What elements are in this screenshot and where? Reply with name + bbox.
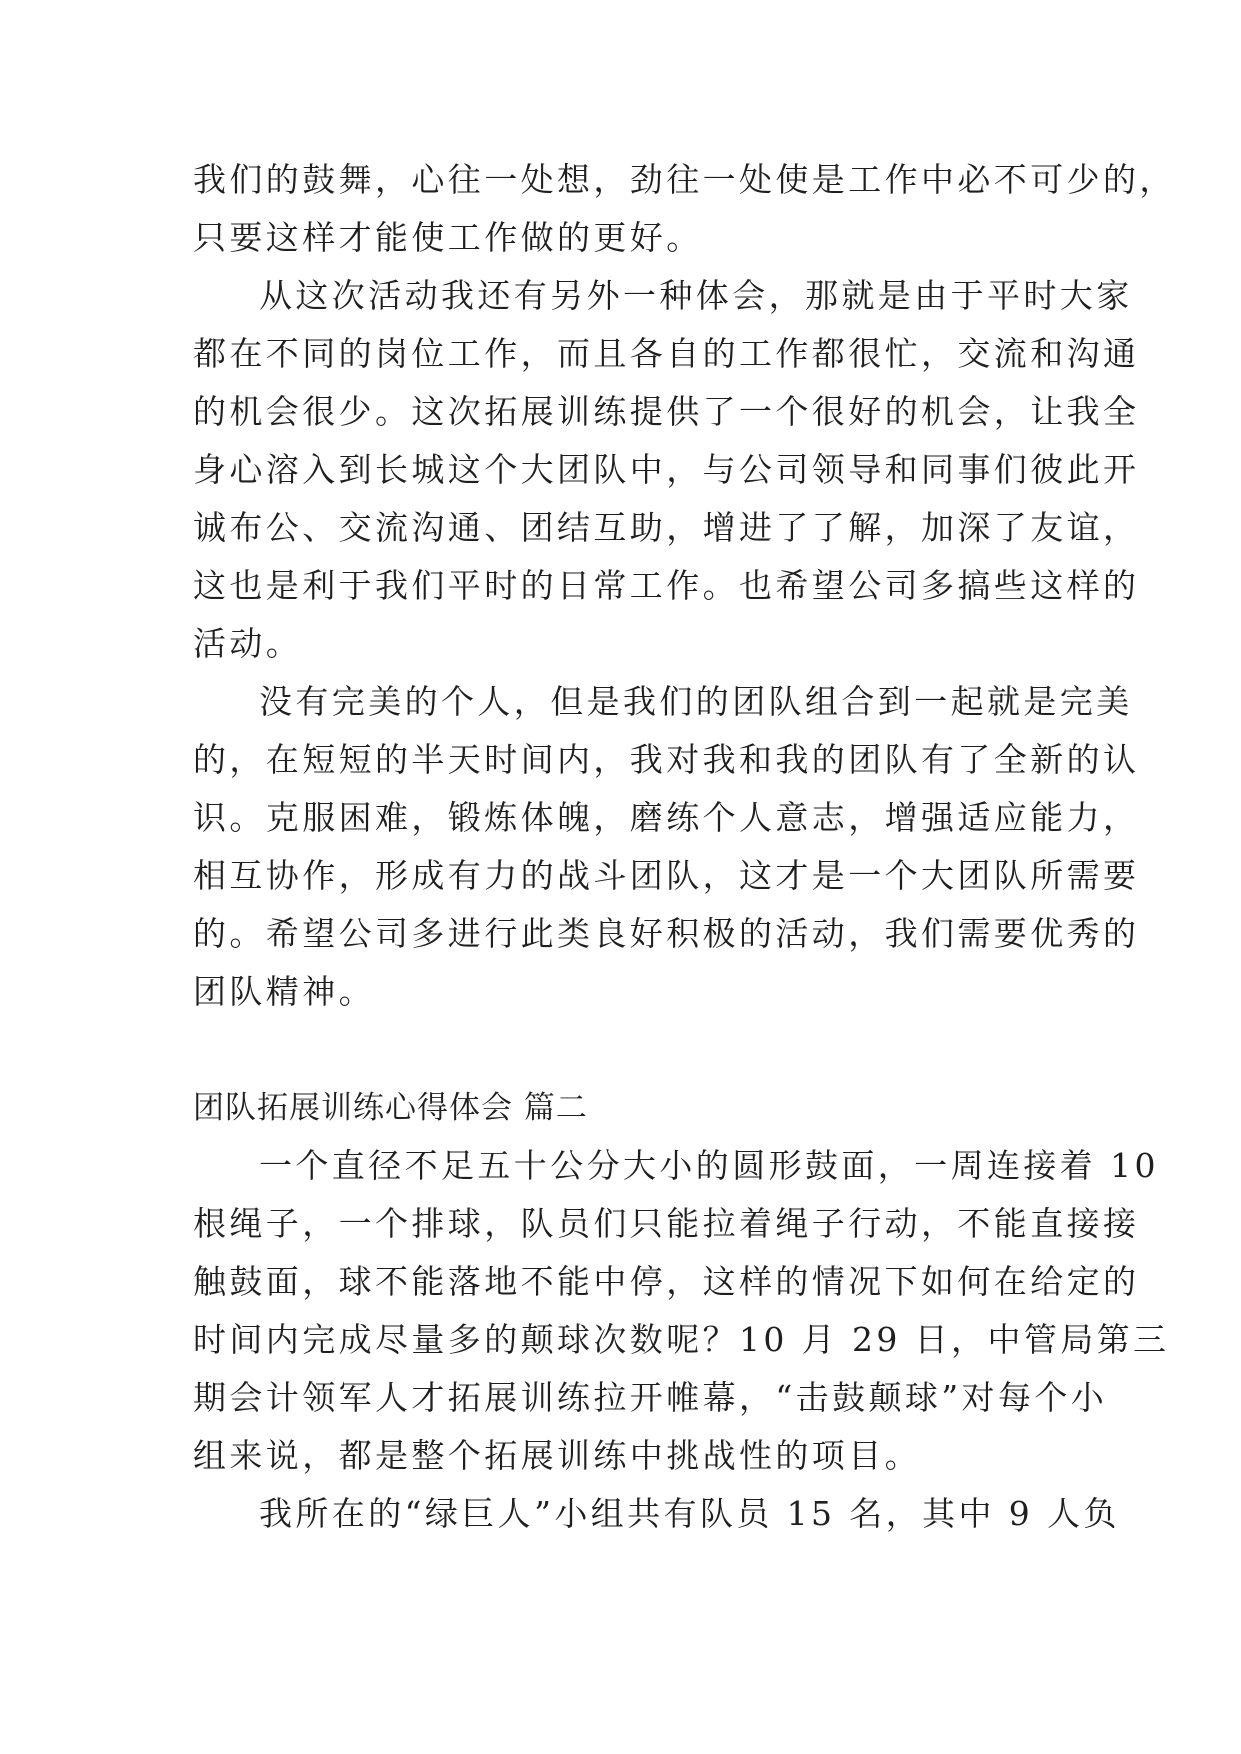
paragraph-line: 这也是利于我们平时的日常工作。也希望公司多搞些这样的 (193, 566, 1140, 605)
paragraph-line: 身心溶入到长城这个大团队中，与公司领导和同事们彼此开 (193, 450, 1140, 489)
paragraph-line: 我所在的“绿巨人”小组共有队员 15 名，其中 9 人负 (259, 1494, 1120, 1533)
paragraph-line: 的。希望公司多进行此类良好积极的活动，我们需要优秀的 (193, 914, 1140, 953)
paragraph-line: 诚布公、交流沟通、团结互助，增进了了解，加深了友谊， (193, 508, 1140, 547)
paragraph-line: 活动。 (193, 624, 303, 663)
paragraph-line: 识。克服困难，锻炼体魄，磨练个人意志，增强适应能力， (193, 798, 1140, 837)
paragraph-line: 相互协作，形成有力的战斗团队，这才是一个大团队所需要 (193, 856, 1140, 895)
paragraph-line: 我们的鼓舞，心往一处想，劲往一处使是工作中必不可少的， (193, 160, 1176, 199)
paragraph-line: 只要这样才能使工作做的更好。 (193, 218, 703, 257)
paragraph-line: 时间内完成尽量多的颠球次数呢？10 月 29 日，中管局第三 (193, 1320, 1170, 1359)
paragraph-line: 团队精神。 (193, 972, 375, 1011)
paragraph-line: 的机会很少。这次拓展训练提供了一个很好的机会，让我全 (193, 392, 1140, 431)
paragraph-line: 期会计领军人才拓展训练拉开帷幕，“击鼓颠球”对每个小 (193, 1378, 1108, 1417)
paragraph-line: 没有完美的个人，但是我们的团队组合到一起就是完美 (259, 682, 1133, 721)
paragraph-line: 根绳子，一个排球，队员们只能拉着绳子行动，不能直接接 (193, 1204, 1140, 1243)
paragraph-line: 一个直径不足五十公分大小的圆形鼓面，一周连接着 10 (259, 1146, 1159, 1185)
section-heading: 团队拓展训练心得体会 篇二 (193, 1090, 588, 1126)
paragraph-line: 从这次活动我还有另外一种体会，那就是由于平时大家 (259, 276, 1133, 315)
paragraph-line: 都在不同的岗位工作，而且各自的工作都很忙，交流和沟通 (193, 334, 1140, 373)
paragraph-line: 组来说，都是整个拓展训练中挑战性的项目。 (193, 1436, 921, 1475)
paragraph-line: 的，在短短的半天时间内，我对我和我的团队有了全新的认 (193, 740, 1140, 779)
paragraph-line: 触鼓面，球不能落地不能中停，这样的情况下如何在给定的 (193, 1262, 1140, 1301)
